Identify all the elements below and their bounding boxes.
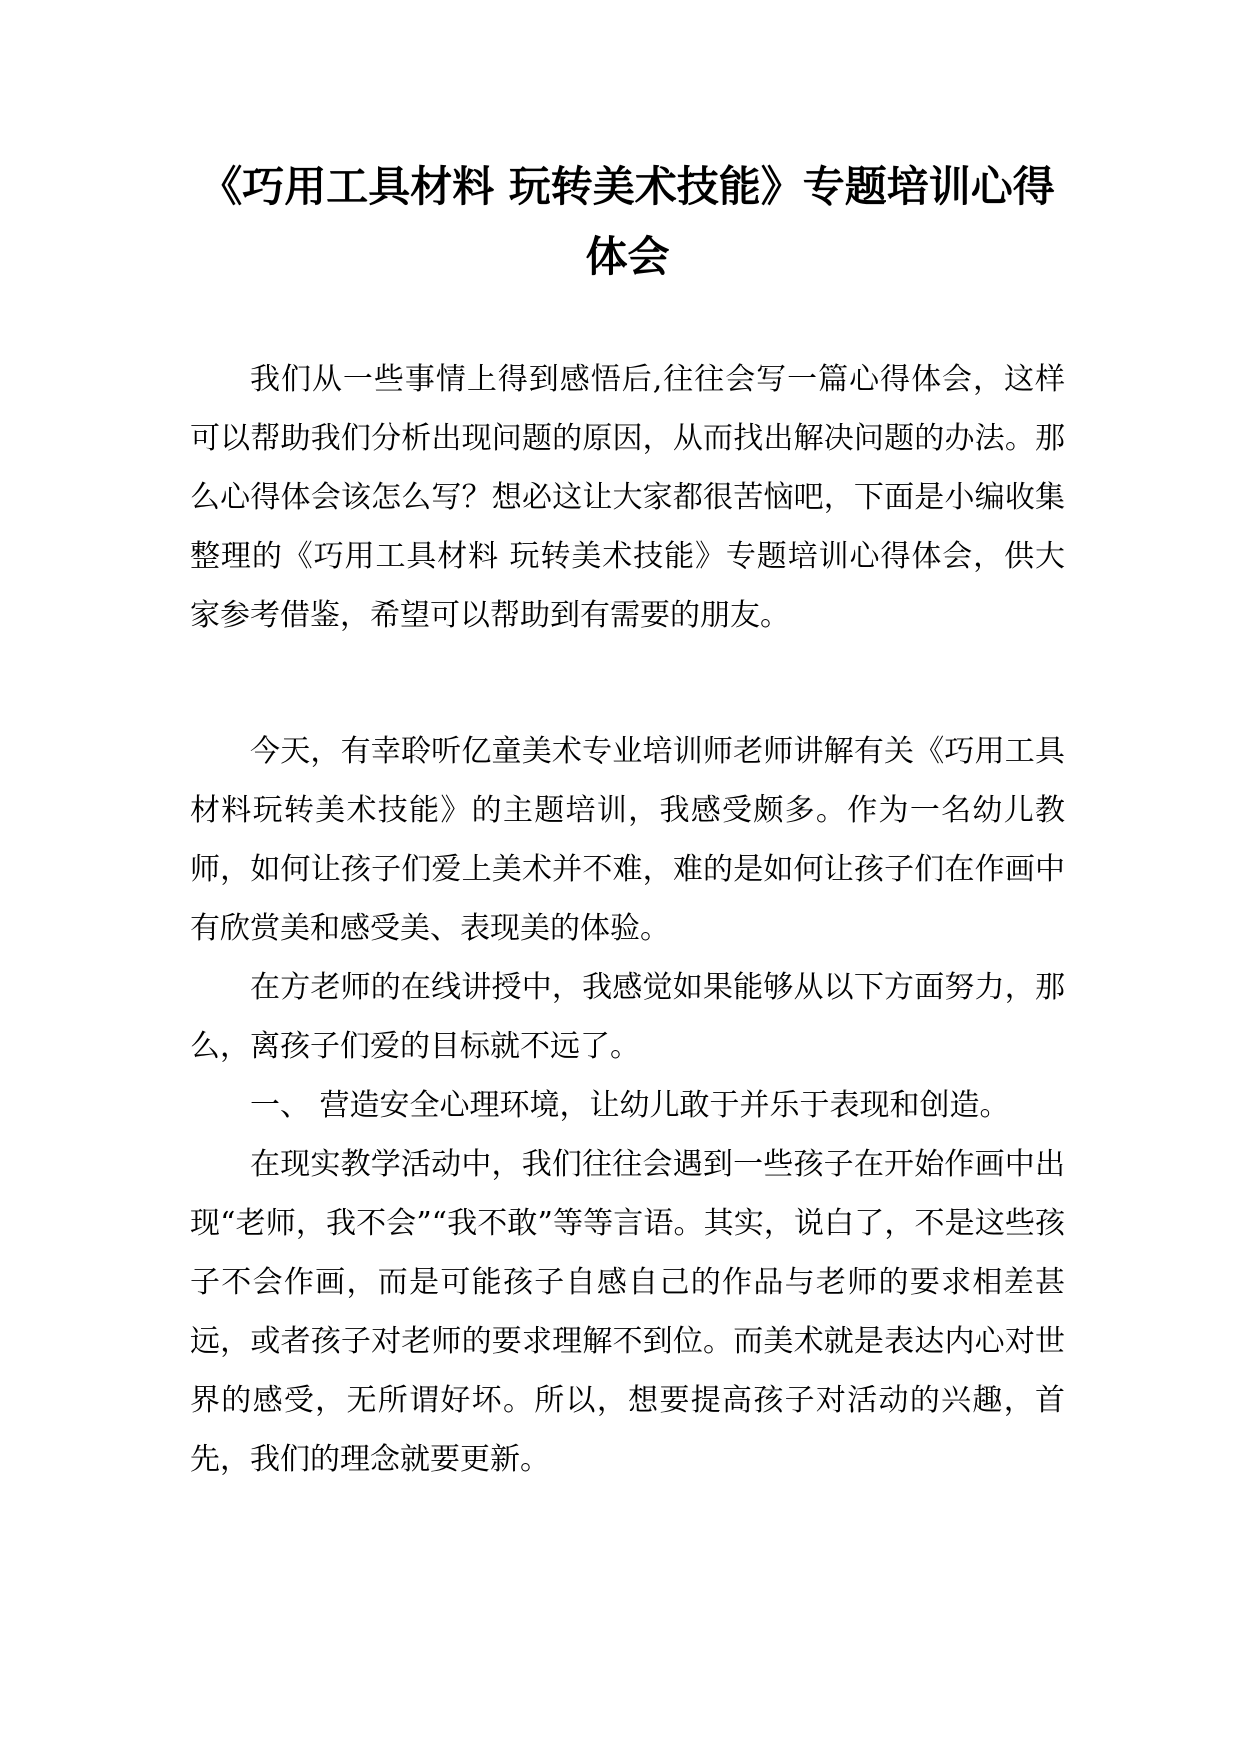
paragraph-spacer bbox=[190, 645, 1065, 722]
body-paragraph: 在方老师的在线讲授中，我感觉如果能够从以下方面努力，那么，离孩子们爱的目标就不远了。 bbox=[190, 970, 1065, 1064]
document-body bbox=[190, 350, 1065, 1489]
document-title: 《巧用工具材料 玩转美术技能》专题培训心得体会 bbox=[200, 162, 1055, 281]
intro-paragraph: 我们从一些事情上得到感悟后,往往会写一篇心得体会，这样可以帮助我们分析出现问题的原因，从而找出解决问题的办法。那么心得体会该怎么写？想必这让大家都很苦恼吧，下面是小编收集整理的《巧用工具材料 玩转美术技能》专题培训心得体会，供大家参考借鉴，希望可以帮助到有需要的朋友。 bbox=[190, 362, 1065, 633]
section-heading: 一、 营造安全心理环境，让幼儿敢于并乐于表现和创造。 bbox=[250, 1088, 1010, 1123]
body-paragraph: 今天，有幸聆听亿童美术专业培训师老师讲解有关《巧用工具材料玩转美术技能》的主题培训，我感受颇多。作为一名幼儿教师，如何让孩子们爱上美术并不难，难的是如何让孩子们在作画中有欣赏美和感受美、表现美的体验。 bbox=[190, 734, 1065, 946]
body-paragraph: 在现实教学活动中，我们往往会遇到一些孩子在开始作画中出现“老师，我不会”“我不敢”等等言语。其实，说白了，不是这些孩子不会作画，而是可能孩子自感自己的作品与老师的要求相差甚远，或者孩子对老师的要求理解不到位。而美术就是表达内心对世界的感受，无所谓好坏。所以，想要提高孩子对活动的兴趣，首先，我们的理念就要更新。 bbox=[190, 1147, 1065, 1477]
